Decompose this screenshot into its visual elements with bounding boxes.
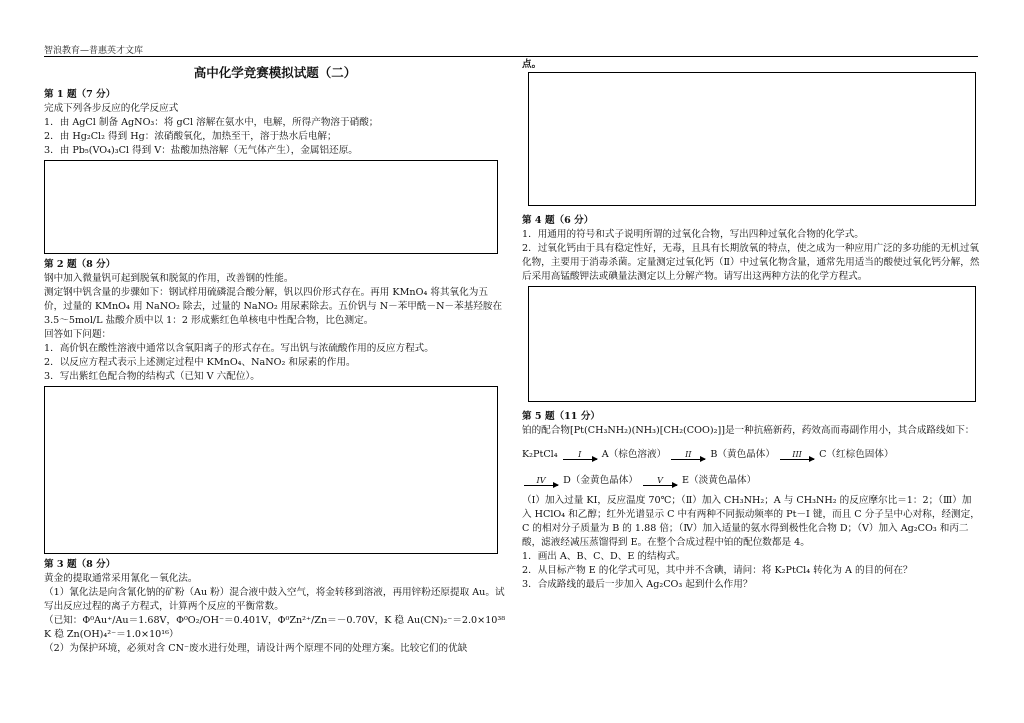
question-2 xyxy=(44,258,506,554)
q4-line-2: 2．过氧化钙由于具有稳定性好，无毒，且具有长期放氧的特点，使之成为一种应用广泛的多功能的无机过氧化物，主要用于消毒杀菌。定量测定过氧化钙（Ⅱ）中过氧化物含量，通常先用适当的酸使过氧化钙分解，然后采用高锰酸钾法或碘量法测定以上分解产物。请写出这两种方法的化学方程式。 xyxy=(522,243,980,282)
scheme-product-b: B（黄色晶体） xyxy=(710,449,775,460)
synthesis-scheme-row-2 xyxy=(522,474,980,488)
header-divider xyxy=(44,56,978,57)
q2-line-5: 2．以反应方程式表示上述测定过程中 KMnO₄、NaNO₂ 和尿素的作用。 xyxy=(44,357,356,368)
scheme-arrow-4 xyxy=(524,477,558,486)
q1-heading: 第 1 题（7 分） xyxy=(44,89,116,100)
question-1 xyxy=(44,88,506,254)
scheme-arrow-1 xyxy=(563,451,597,460)
q2-heading: 第 2 题（8 分） xyxy=(44,259,116,270)
question-3 xyxy=(44,558,506,656)
scheme-product-a: A（棕色溶液） xyxy=(601,449,667,460)
q3-line-1: 黄金的提取通常采用氰化－氧化法。 xyxy=(44,573,198,584)
scheme-step-5: V xyxy=(657,476,663,485)
q5-question-1: 1．画出 A、B、C、D、E 的结构式。 xyxy=(522,551,686,562)
q2-line-6: 3．写出紫红色配合物的结构式（已知 V 六配位）。 xyxy=(44,371,260,382)
q4-line-1: 1．用通用的符号和式子说明所谓的过氧化合物，写出四种过氧化合物的化学式。 xyxy=(522,229,864,240)
question-5 xyxy=(522,410,980,592)
scheme-step-4: IV xyxy=(536,476,546,485)
exam-title: 高中化学竞赛模拟试题（二） xyxy=(193,65,357,80)
question-4 xyxy=(522,214,980,402)
q2-line-3: 回答如下问题： xyxy=(44,329,112,340)
scheme-start: K₂PtCl₄ xyxy=(522,449,558,460)
right-column xyxy=(522,58,980,592)
q3-heading: 第 3 题（8 分） xyxy=(44,559,116,570)
q5-heading: 第 5 题（11 分） xyxy=(522,411,601,422)
q4-answer-box[interactable] xyxy=(528,286,976,402)
scheme-arrow-5 xyxy=(643,477,677,486)
q5-intro: 铂的配合物[Pt(CH₃NH₂)(NH₃)[CH₂(COO)₂]]是一种抗癌新药，药效高而毒副作用小，其合成路线如下： xyxy=(522,425,975,436)
q1-answer-box[interactable] xyxy=(44,160,498,254)
q1-item-1: 1．由 AgCl 制备 AgNO₃：将 gCl 溶解在氨水中，电解，所得产物溶于硝酸； xyxy=(44,117,379,128)
q3-answer-box[interactable] xyxy=(528,72,976,206)
header-site-name: 智浪教育—普惠英才文库 xyxy=(44,46,144,56)
q2-line-1: 钢中加入微量钒可起到脱氧和脱氮的作用，改善钢的性能。 xyxy=(44,273,294,284)
q5-question-2: 2．从目标产物 E 的化学式可见，其中并不含碘，请问：将 K₂PtCl₄ 转化为 A 的目的何在？ xyxy=(522,565,913,576)
q3-line-3: （已知：Φ⁰Au⁺/Au＝1.68V，Φ⁰O₂/OH⁻＝0.401V，Φ⁰Zn²⁺/Zn＝－0.70V，K 稳 Au(CN)₂⁻＝2.0×10³⁸ K 稳 Zn(OH)₄²⁻＝1.0×10¹⁶） xyxy=(44,615,506,640)
q1-item-2: 2．由 Hg₂Cl₂ 得到 Hg：浓硝酸氧化，加热至干，溶于热水后电解； xyxy=(44,131,337,142)
scheme-arrow-3 xyxy=(780,451,814,460)
left-column xyxy=(44,60,506,656)
scheme-product-d: D（金黄色晶体） xyxy=(563,475,638,486)
q3-continuation: 点。 xyxy=(522,59,542,70)
q5-description: （Ⅰ）加入过量 KI，反应温度 70℃；（Ⅱ）加入 CH₃NH₂；A 与 CH₃NH₂ 的反应摩尔比＝1：2；（Ⅲ）加入 HClO₄ 和乙醇；红外光谱显示 C 中有两种不同振动频率的 Pt－I 键，而且 C 分子呈中心对称，经测定，C 的相对分子质量为 B 的 1.88 倍；（Ⅳ）加入适量的氨水得到极性化合物 D；（Ⅴ）加入 Ag₂CO₃ 和丙二酸，滤液经减压蒸馏得到 E。在整个合成过程中铂的配位数都是 4。 xyxy=(522,495,980,548)
q2-answer-box[interactable] xyxy=(44,386,498,554)
q3-line-4: （2）为保护环境，必须对含 CN⁻废水进行处理，请设计两个原理不同的处理方案。比较它们的优缺 xyxy=(44,643,468,654)
scheme-step-3: III xyxy=(792,450,802,459)
q1-item-3: 3．由 Pb₅(VO₄)₃Cl 得到 V：盐酸加热溶解（无气体产生），金属铝还原。 xyxy=(44,145,358,156)
scheme-product-e: E（淡黄色晶体） xyxy=(682,475,757,486)
scheme-arrow-2 xyxy=(671,451,705,460)
q5-question-3: 3．合成路线的最后一步加入 Ag₂CO₃ 起到什么作用？ xyxy=(522,579,753,590)
synthesis-scheme-row-1 xyxy=(522,448,980,462)
scheme-product-c: C（红棕色固体） xyxy=(819,449,894,460)
scheme-step-2: II xyxy=(685,450,692,459)
scheme-step-1: I xyxy=(578,450,582,459)
q3-line-2: （1）氰化法是向含氰化钠的矿粉（Au 粉）混合液中鼓入空气，将金转移到溶液，再用锌粉还原提取 Au。试写出反应过程的离子方程式，计算两个反应的平衡常数。 xyxy=(44,587,505,612)
q2-line-2: 测定钢中钒含量的步骤如下：钢试样用硫磷混合酸分解，钒以四价形式存在。再用 KMnO₄ 将其氧化为五价，过量的 KMnO₄ 用 NaNO₂ 除去，过量的 NaNO₂ 用尿素除去。五价钒与 N－苯甲酰－N－苯基羟胺在 3.5～5mol/L 盐酸介质中以 1：2 形成紫红色单核电中性配合物，比色测定。 xyxy=(44,287,503,326)
q2-line-4: 1．高价钒在酸性溶液中通常以含氧阳离子的形式存在。写出钒与浓硫酸作用的反应方程式。 xyxy=(44,343,434,354)
q4-heading: 第 4 题（6 分） xyxy=(522,215,594,226)
q1-intro: 完成下列各步反应的化学反应式 xyxy=(44,103,179,114)
